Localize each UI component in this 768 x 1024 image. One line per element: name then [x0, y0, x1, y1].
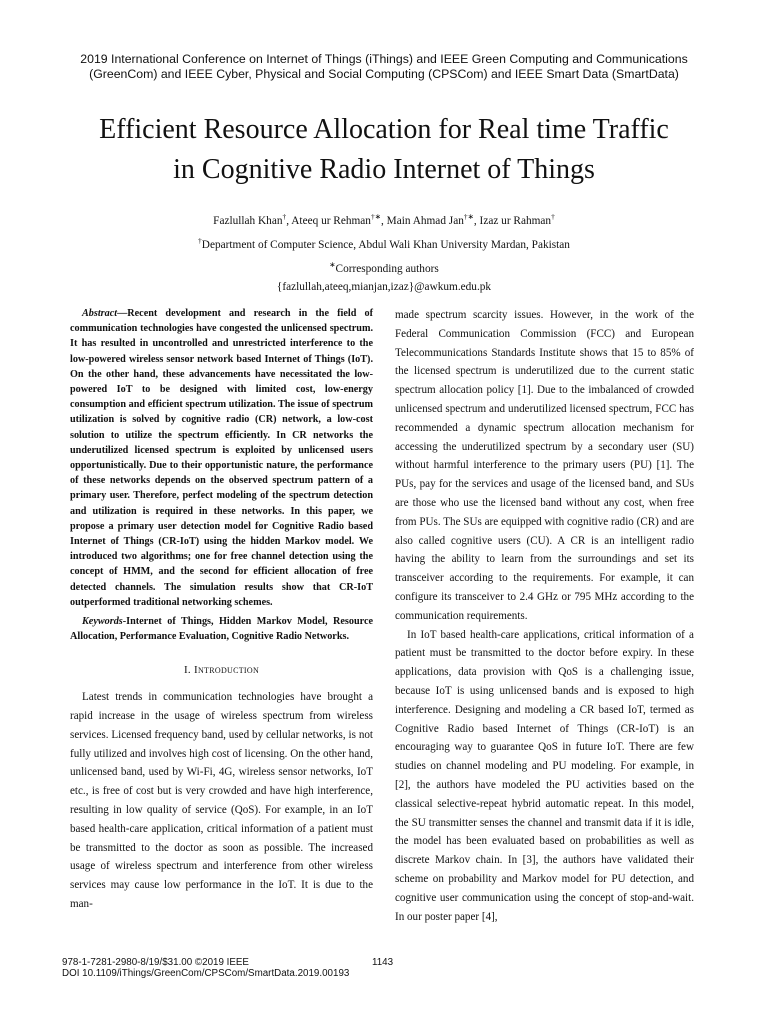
- abstract-label: Abstract: [82, 308, 118, 319]
- right-column: [395, 306, 694, 926]
- conference-header: [40, 52, 728, 82]
- page-number: 1143: [372, 957, 394, 968]
- keywords-label: Keywords: [82, 616, 123, 628]
- conference-line-2: (GreenCom) and IEEE Cyber, Physical and Social Computing (CPSCom) and IEEE Smart Data (SmartData): [89, 67, 679, 81]
- paper-title: [40, 110, 728, 190]
- author-1: Fazlullah Khan: [213, 214, 283, 227]
- corresponding-note: [40, 255, 728, 279]
- author-2: , Ateeq ur Rehman: [286, 214, 371, 227]
- section-number: I.: [183, 664, 195, 677]
- author-block: [40, 207, 728, 297]
- right-paragraph-2: In IoT based health-care applications, critical information of a patient must be transmitted to the doctor before expiry. In these applications, data provision with QoS is a challenging issue, because IoT is using unlicensed bands and is exposed to high interference. Designing and modeling a CR based IoT, termed as Cognitive Radio based Internet of Things (CR-IoT) is an encouraging way to guarantee QoS in future IoT. There are few studies on channel modeling and PU modeling. For example, in [2], the authors have modeled the PU activities based on the classical selective-repeat hybrid automatic repeat. In this model, the SU transmitter senses the channel and transmit data if it is idle, the model has been evaluated based on probabilities as well as discrete Markov chain. In [3], the authors have validated their scheme on probability and Markov model for PU detection, and cognitive user communication using the concept of stop-and-wait. In our poster paper [4],: [395, 628, 694, 923]
- footer-isbn: 978-1-7281-2980-8/19/$31.00 ©2019 IEEE: [62, 957, 249, 968]
- author-3: , Main Ahmad Jan: [381, 214, 464, 227]
- affiliation-text: Department of Computer Science, Abdul Wali Khan University Mardan, Pakistan: [201, 238, 570, 251]
- title-line-2: in Cognitive Radio Internet of Things: [173, 154, 595, 185]
- left-column: [70, 306, 373, 914]
- footer-doi: DOI 10.1109/iThings/GreenCom/CPSCom/SmartData.2019.00193: [62, 968, 350, 979]
- abstract: [70, 306, 373, 610]
- conference-line-1: 2019 International Conference on Internet of Things (iThings) and IEEE Green Computing and Communications: [80, 52, 688, 66]
- footer-info: [62, 957, 349, 979]
- intro-paragraph-1: Latest trends in communication technologies have brought a rapid increase in the usage of wireless spectrum from wireless services. Licensed frequency band, used by cellular networks, is not fully utilized and involves high cost of licensing. On the other hand, unlicensed band, used by Wi-Fi, 4G, wireless sensor networks, IoT etc., is free of cost but is very crowded and have high interference, resulting in low quality of service (QoS). For example, in an IoT based health-care application, critical information of a patient must be transmitted to the doctor as soon as possible. The increased usage of wireless spectrum and interference from other wireless services may cause low performance in the IoT. It is due to the man-: [70, 691, 373, 911]
- corresponding-mark: ∗: [329, 259, 336, 269]
- author-3-mark: †∗: [463, 212, 474, 221]
- corresponding-text: Corresponding authors: [335, 262, 439, 275]
- keywords: [70, 614, 373, 644]
- title-line-1: Efficient Resource Allocation for Real time Traffic: [99, 114, 669, 145]
- author-1-mark: †: [282, 212, 287, 221]
- author-4-mark: †: [551, 212, 555, 221]
- section-heading-introduction: [70, 661, 373, 680]
- affiliation-mark: †: [198, 235, 202, 245]
- keywords-text: -Internet of Things, Hidden Markov Model, Resource Allocation, Performance Evaluation, Cognitive Radio Networks.: [70, 616, 373, 643]
- author-4: , Izaz ur Rahman: [473, 214, 552, 227]
- author-emails: {fazlullah,ateeq,mianjan,izaz}@awkum.edu.pk: [276, 281, 492, 294]
- author-names: [40, 207, 728, 231]
- author-2-mark: †∗: [370, 212, 382, 221]
- abstract-text: —Recent development and research in the field of communication technologies have congested the unlicensed spectrum. It has resulted in uncontrolled and unrestricted interference to the low-powered wireless sensor network based Internet of Things (IoT). On the other hand, these advancements have necessitated the low-powered IoT to be designed with limited cost, low-energy consumption and efficient spectrum utilization. The issue of spectrum utilization is solved by cognitive radio (CR) network, a low-cost solution to utilize the spectrum efficiently. In CR networks the underutilized licensed spectrum is exploited by unlicensed users opportunistically. Due to their opportunistic nature, the performance of these networks depends on the observed spectrum pattern of a primary user. Therefore, perfect modeling of the spectrum detection and utilization is required in these networks. In this paper, we propose a primary user detection model for Cognitive Radio based Internet of Things (CR-IoT) using the hidden Markov model. We introduced two algorithms; one for free channel detection using the concept of HMM, and the second for efficient allocation of free detected channels. The simulation results show that CR-IoT outperformed traditional networking schemes.: [70, 308, 373, 608]
- right-paragraph-1: made spectrum scarcity issues. However, in the work of the Federal Communication Commission (FCC) and European Telecommunications Standards Institute shows that 15 to 85% of the licensed spectrum is underutilized due to the current static spectrum allocation policy [1]. Due to the imbalanced of crowded unlicensed spectrum and underutilized licensed spectrum, FCC has recommended a dynamic spectrum allocation mechanism for accessing the underutilized spectrum by a secondary user (SU) without harmful interference to the primary users (PU) [1]. The PUs, pay for the services and usage of the licensed band, and SUs are those who use the licensed band without any cost, when free from PUs. The SUs are equipped with cognitive radio (CR) and are also called cognitive users (CU). A CR is an intelligent radio having the ability to learn from the surroundings and set its transceiver according to the requirements. For example, it can configure its transceiver to 2.4 GHz or 795 MHz according to the communication requirements.: [395, 309, 694, 622]
- section-title: Introduction: [194, 664, 260, 677]
- affiliation: [40, 231, 728, 255]
